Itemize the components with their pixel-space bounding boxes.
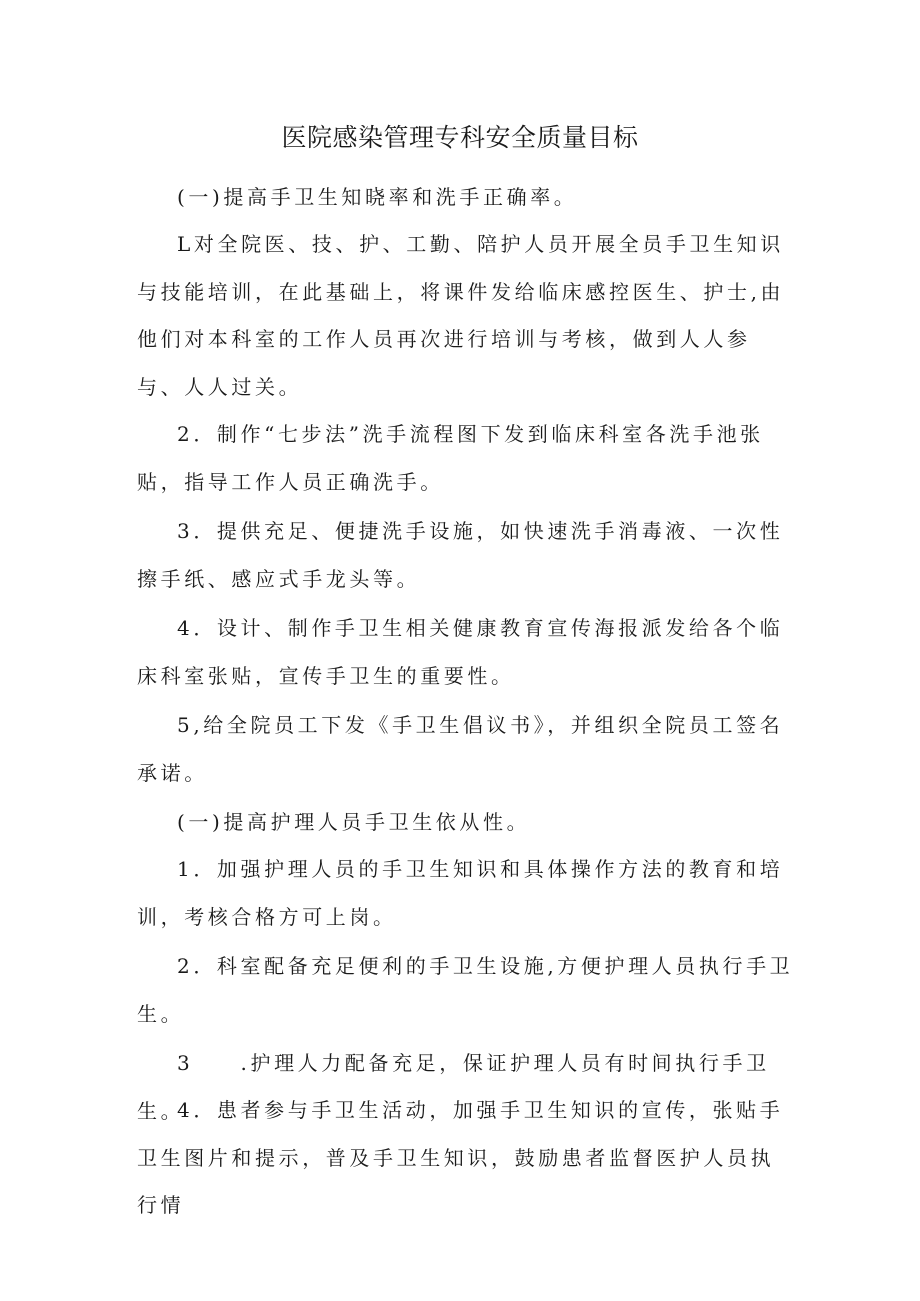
document-title: 医院感染管理专科安全质量目标 xyxy=(281,123,639,152)
paragraph-item-3-staffing: 3 .护理人力配备充足，保证护理人员有时间执行手卫生。 xyxy=(137,1051,770,1123)
paragraph-item-2-seven-step-poster: 2．制作“七步法”洗手流程图下发到临床科室各洗手池张贴，指导工作人员正确洗手。 xyxy=(137,422,764,494)
paragraph-item-3-facilities: 3．提供充足、便捷洗手设施，如快速洗手消毒液、一次性擦手纸、感应式手龙头等。 xyxy=(137,519,784,591)
section-heading-hand-hygiene-awareness: (一)提高手卫生知晓率和洗手正确率。 xyxy=(177,185,578,209)
paragraph-item-1-nursing-training: 1．加强护理人员的手卫生知识和具体操作方法的教育和培训，考核合格方可上岗。 xyxy=(137,857,784,929)
paragraph-item-4-education-posters: 4．设计、制作手卫生相关健康教育宣传海报派发给各个临床科室张贴，宣传手卫生的重要性。 xyxy=(137,616,784,688)
paragraph-item-4-patient-participation: 4．患者参与手卫生活动，加强手卫生知识的宣传，张贴手卫生图片和提示，普及手卫生知识，鼓励患者监督医护人员执行情 xyxy=(137,1098,784,1217)
paragraph-item-2-department-facilities: 2．科室配备充足便利的手卫生设施,方便护理人员执行手卫生。 xyxy=(137,954,794,1026)
paragraph-item-1-training: L对全院医、技、护、工勤、陪护人员开展全员手卫生知识与技能培训，在此基础上，将课件发给临床感控医生、护士,由他们对本科室的工作人员再次进行培训与考核，做到人人参与、人人过关。 xyxy=(137,232,785,399)
section-heading-nursing-compliance: (一)提高护理人员手卫生依从性。 xyxy=(177,810,531,834)
paragraph-item-5-initiative: 5,给全院员工下发《手卫生倡议书》，并组织全院员工签名承诺。 xyxy=(137,713,784,785)
